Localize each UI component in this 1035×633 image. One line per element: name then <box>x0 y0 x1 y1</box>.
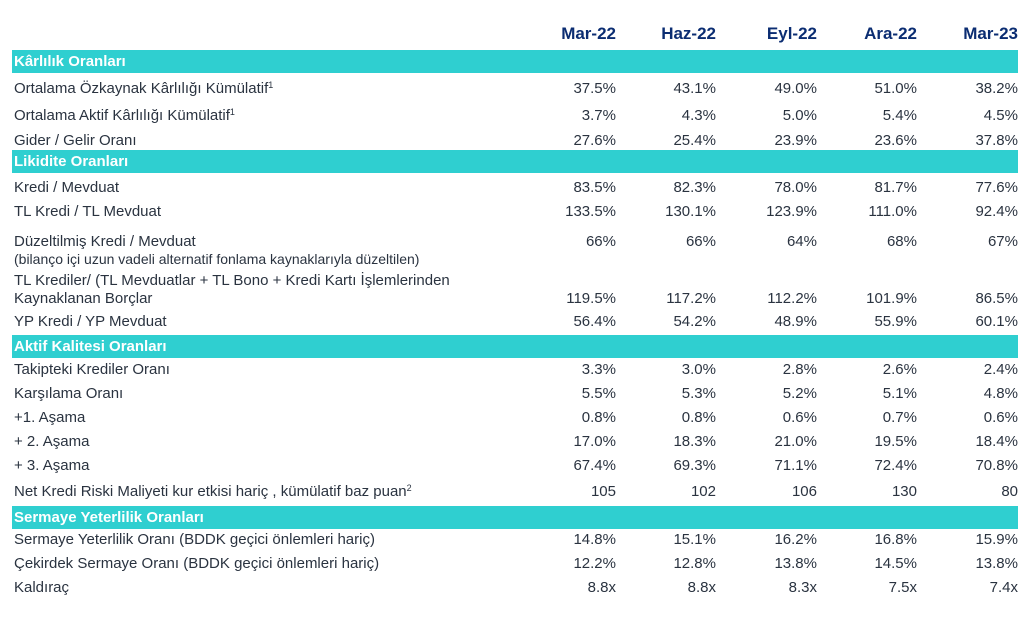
column-header-ara-22: Ara-22 <box>864 24 917 43</box>
row-label: Ortalama Aktif Kârlılığı Kümülatif$^1$ <box>14 107 235 124</box>
cell-value: 3.0% <box>681 361 716 378</box>
row-label: Gider / Gelir Oranı <box>14 132 137 149</box>
cell-value: 12.8% <box>673 555 716 572</box>
cell-value: 2.8% <box>782 361 817 378</box>
cell-value: 7.4x <box>989 579 1018 596</box>
cell-value: 67.4% <box>573 457 616 474</box>
cell-value: 15.1% <box>673 531 716 548</box>
cell-value: 60.1% <box>975 313 1018 330</box>
section-title: Aktif Kalitesi Oranları <box>14 338 167 355</box>
cell-value: 3.7% <box>581 107 616 124</box>
cell-value: 82.3% <box>673 179 716 196</box>
cell-value: 48.9% <box>774 313 817 330</box>
cell-value: 112.2% <box>767 290 817 307</box>
cell-value: 5.2% <box>782 385 817 402</box>
column-header-mar-22: Mar-22 <box>561 24 616 43</box>
cell-value: 14.5% <box>874 555 917 572</box>
cell-value: 18.3% <box>673 433 716 450</box>
cell-value: 55.9% <box>874 313 917 330</box>
cell-value: 119.5% <box>566 290 616 307</box>
section-header <box>12 506 1018 529</box>
cell-value: 56.4% <box>573 313 616 330</box>
row-label: + 3. Aşama <box>14 457 90 474</box>
cell-value: 92.4% <box>975 203 1018 220</box>
cell-value: 5.5% <box>581 385 616 402</box>
cell-value: 72.4% <box>874 457 917 474</box>
row-label: Kredi / Mevduat <box>14 179 120 196</box>
cell-value: 0.8% <box>681 409 716 426</box>
cell-value: 117.2% <box>666 290 716 307</box>
section-title: Sermaye Yeterlilik Oranları <box>14 509 204 526</box>
cell-value: 123.9% <box>766 203 817 220</box>
cell-value: 23.6% <box>874 132 917 149</box>
row-label-line2: Kaynaklanan Borçlar <box>14 290 153 307</box>
cell-value: 5.0% <box>782 107 817 124</box>
cell-value: 49.0% <box>774 80 817 97</box>
cell-value: 54.2% <box>673 313 716 330</box>
row-label-line2: (bilanço içi uzun vadeli alternatif fonlama kaynaklarıyla düzeltilen) <box>14 251 420 267</box>
cell-value: 83.5% <box>573 179 616 196</box>
cell-value: 51.0% <box>874 80 917 97</box>
row-label: Takipteki Krediler Oranı <box>14 361 170 378</box>
section-header <box>12 50 1018 73</box>
cell-value: 106 <box>791 483 817 500</box>
row-label: Çekirdek Sermaye Oranı (BDDK geçici önlemleri hariç) <box>14 555 380 572</box>
cell-value: 71.1% <box>774 457 817 474</box>
cell-value: 3.3% <box>581 361 616 378</box>
cell-value: 111.0% <box>868 203 917 220</box>
footnote-marker: 2 <box>406 483 412 493</box>
cell-value: 4.3% <box>681 107 716 124</box>
cell-value: 2.4% <box>983 361 1018 378</box>
cell-value: 105 <box>590 483 616 500</box>
cell-value: 80 <box>1001 483 1018 500</box>
cell-value: 37.8% <box>975 132 1018 149</box>
cell-value: 43.1% <box>673 80 716 97</box>
row-label: +1. Aşama <box>14 409 86 426</box>
cell-value: 4.8% <box>983 385 1018 402</box>
row-label: Kaldıraç <box>14 579 70 596</box>
cell-value: 27.6% <box>573 132 616 149</box>
cell-value: 21.0% <box>774 433 817 450</box>
section-title: Likidite Oranları <box>14 153 129 170</box>
row-label: Karşılama Oranı <box>14 385 124 402</box>
cell-value: 81.7% <box>874 179 917 196</box>
cell-value: 12.2% <box>573 555 616 572</box>
row-label: + 2. Aşama <box>14 433 90 450</box>
cell-value: 19.5% <box>874 433 917 450</box>
cell-value: 16.8% <box>874 531 917 548</box>
cell-value: 38.2% <box>975 80 1018 97</box>
cell-value: 25.4% <box>673 132 716 149</box>
cell-value: 23.9% <box>774 132 817 149</box>
footnote-marker: 1 <box>229 107 235 117</box>
cell-value: 37.5% <box>573 80 616 97</box>
cell-value: 0.6% <box>983 409 1018 426</box>
cell-value: 18.4% <box>975 433 1018 450</box>
cell-value: 15.9% <box>975 531 1018 548</box>
cell-value: 86.5% <box>975 290 1018 307</box>
column-header-haz-22: Haz-22 <box>661 24 716 43</box>
cell-value: 77.6% <box>975 179 1018 196</box>
cell-value: 0.7% <box>882 409 917 426</box>
cell-value: 2.6% <box>882 361 917 378</box>
column-header-mar-23: Mar-23 <box>963 24 1018 43</box>
cell-value: 66% <box>585 233 616 250</box>
cell-value: 14.8% <box>573 531 616 548</box>
cell-value: 67% <box>987 233 1018 250</box>
cell-value: 101.9% <box>866 290 917 307</box>
cell-value: 102 <box>690 483 716 500</box>
cell-value: 13.8% <box>774 555 817 572</box>
section-header <box>12 335 1018 358</box>
cell-value: 66% <box>685 233 716 250</box>
cell-value: 78.0% <box>774 179 817 196</box>
column-header-eyl-22: Eyl-22 <box>766 24 817 43</box>
cell-value: 133.5% <box>565 203 616 220</box>
footnote-marker: 1 <box>268 80 274 90</box>
row-label: TL Krediler/ (TL Mevduatlar + TL Bono + Kredi Kartı İşlemlerinden <box>14 272 450 289</box>
row-label: Ortalama Özkaynak Kârlılığı Kümülatif$^1$ <box>14 80 274 97</box>
cell-value: 8.8x <box>687 579 716 596</box>
row-label: Düzeltilmiş Kredi / Mevduat <box>14 233 196 250</box>
cell-value: 130 <box>891 483 917 500</box>
cell-value: 8.3x <box>788 579 817 596</box>
row-label: TL Kredi / TL Mevduat <box>14 203 162 220</box>
row-label: Sermaye Yeterlilik Oranı (BDDK geçici önlemleri hariç) <box>14 531 375 548</box>
cell-value: 16.2% <box>774 531 817 548</box>
cell-value: 70.8% <box>975 457 1018 474</box>
cell-value: 13.8% <box>975 555 1018 572</box>
cell-value: 7.5x <box>888 579 917 596</box>
row-label: Net Kredi Riski Maliyeti kur etkisi hariç , kümülatif baz puan$^2$ <box>14 483 412 500</box>
cell-value: 69.3% <box>673 457 716 474</box>
cell-value: 0.6% <box>782 409 817 426</box>
section-header <box>12 150 1018 173</box>
cell-value: 8.8x <box>587 579 616 596</box>
cell-value: 17.0% <box>573 433 616 450</box>
row-label: YP Kredi / YP Mevduat <box>14 313 167 330</box>
section-title: Kârlılık Oranları <box>14 53 126 70</box>
cell-value: 4.5% <box>983 107 1018 124</box>
cell-value: 5.4% <box>882 107 917 124</box>
cell-value: 64% <box>786 233 817 250</box>
cell-value: 5.3% <box>681 385 716 402</box>
cell-value: 5.1% <box>882 385 917 402</box>
cell-value: 130.1% <box>665 203 716 220</box>
cell-value: 0.8% <box>581 409 616 426</box>
cell-value: 68% <box>886 233 917 250</box>
